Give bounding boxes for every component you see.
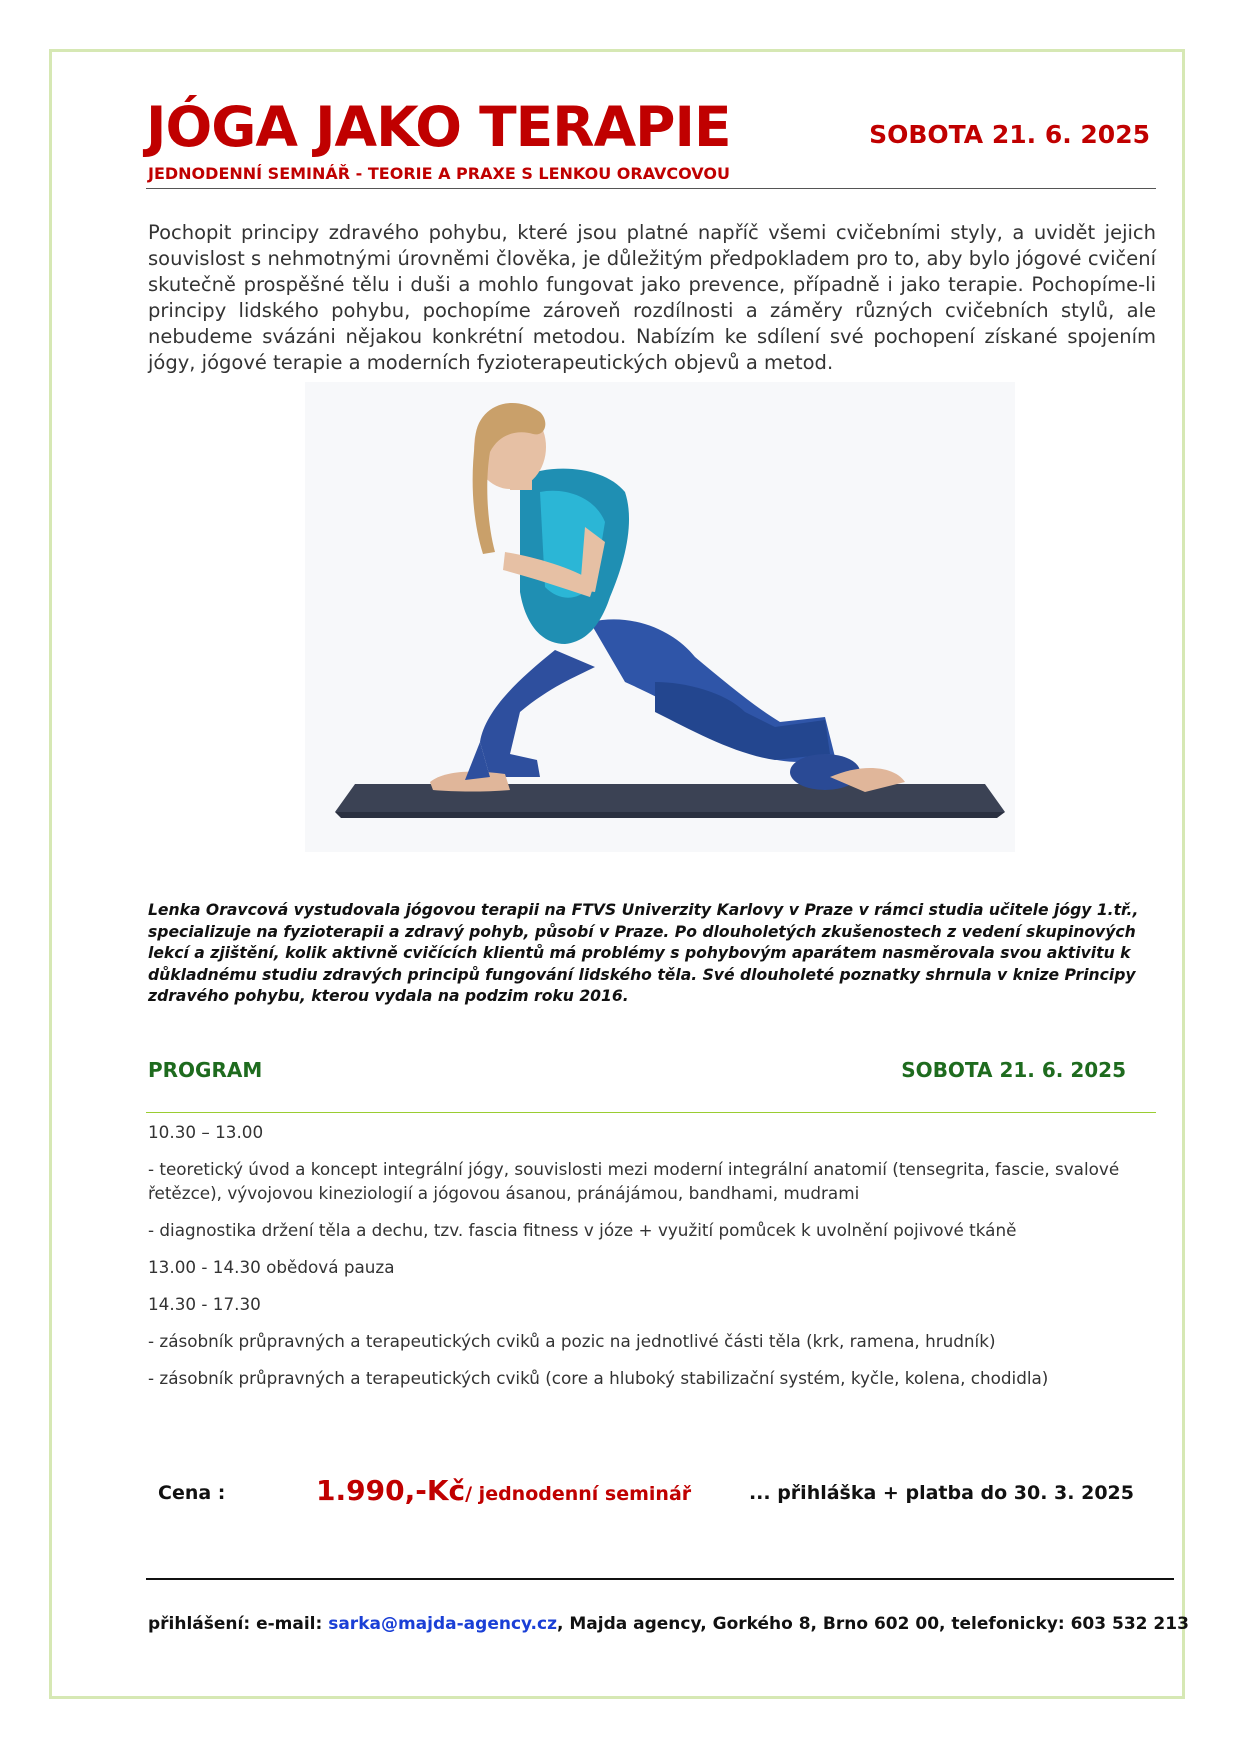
price-amount: 1.990,-Kč xyxy=(316,1474,466,1507)
page-subtitle: JEDNODENNÍ SEMINÁŘ - TEORIE A PRAXE S LENKOU ORAVCOVOU xyxy=(148,164,730,183)
registration-deadline: ... přihláška + platba do 30. 3. 2025 xyxy=(748,1482,1134,1504)
footer-prefix: přihlášení: e-mail: xyxy=(148,1614,329,1634)
program-divider xyxy=(146,1112,1156,1113)
program-schedule xyxy=(148,1120,1158,1403)
schedule-line: - zásobník průpravných a terapeutických cviků a pozic na jednotlivé části těla (krk, ramena, hrudník) xyxy=(148,1331,996,1351)
contact-footer xyxy=(148,1614,1189,1634)
yoga-woman-illustration xyxy=(305,382,1015,852)
schedule-line: - diagnostika držení těla a dechu, tzv. fascia fitness v józe + využití pomůcek k uvolnění pojivové tkáně xyxy=(148,1220,1017,1240)
email-link[interactable]: sarka@majda-agency.cz xyxy=(328,1614,557,1634)
schedule-line: - teoretický úvod a koncept integrální jógy, souvislosti mezi moderní integrální anatomií (tensegrita, fascie, svalové řetězce), vývojovou kineziologií a jógovou ásanou, pránájámou, bandhami, mudrami xyxy=(148,1159,1120,1203)
page-title: JÓGA JAKO TERAPIE xyxy=(146,95,731,159)
header-divider xyxy=(146,188,1156,189)
instructor-bio: Lenka Oravcová vystudovala jógovou terapii na FTVS Univerzity Karlovy v Praze v rámci studia učitele jógy 1.tř., specializuje na fyzioterapii a zdravý pohyb, působí v Praze. Po dlouholetých zkušenostech z vedení skupinových lekcí a zjištění, kolik aktivně cvičících klientů má problémy s pohybovým aparátem nasměrovala svou aktivitu k důkladnému studiu zdravých principů fungování lidského těla. Své dlouholeté poznatky shrnula v knize Principy zdravého pohybu, kterou vydala na podzim roku 2016. xyxy=(148,901,1139,1005)
price-value xyxy=(316,1474,691,1507)
footer-suffix: , Majda agency, Gorkého 8, Brno 602 00, telefonicky: 603 532 213 xyxy=(556,1614,1189,1634)
schedule-line: - zásobník průpravných a terapeutických cviků (core a hluboký stabilizační systém, kyčle, kolena, chodidla) xyxy=(148,1368,1049,1388)
footer-divider xyxy=(146,1578,1174,1580)
intro-paragraph: Pochopit principy zdravého pohybu, které jsou platné napříč všemi cvičebními styly, a uvidět jejich souvislost s nehmotnými úrovněmi člověka, je důležitým předpokladem pro to, aby bylo jógové cvičení skutečně prospěšné tělu i duši a mohlo fungovat jako prevence, případně i jako terapie. Pochopíme-li principy lidského pohybu, pochopíme zároveň rozdílnosti a záměry různých cvičebních stylů, ale nebudeme svázáni nějakou konkrétní metodou. Nabízím ke sdílení své pochopení získané spojením jógy, jógové terapie a moderních fyzioterapeutických objevů a metod. xyxy=(148,221,1156,374)
yoga-pose-photo xyxy=(305,382,1015,852)
schedule-line: 13.00 - 14.30 obědová pauza xyxy=(148,1257,395,1277)
program-heading: PROGRAM xyxy=(148,1058,263,1082)
schedule-line: 10.30 – 13.00 xyxy=(148,1122,264,1142)
price-unit: / jednodenní seminář xyxy=(465,1483,692,1505)
event-date: SOBOTA 21. 6. 2025 xyxy=(869,120,1150,149)
program-date: SOBOTA 21. 6. 2025 xyxy=(901,1058,1126,1082)
price-label: Cena : xyxy=(158,1482,226,1504)
schedule-line: 14.30 - 17.30 xyxy=(148,1294,261,1314)
